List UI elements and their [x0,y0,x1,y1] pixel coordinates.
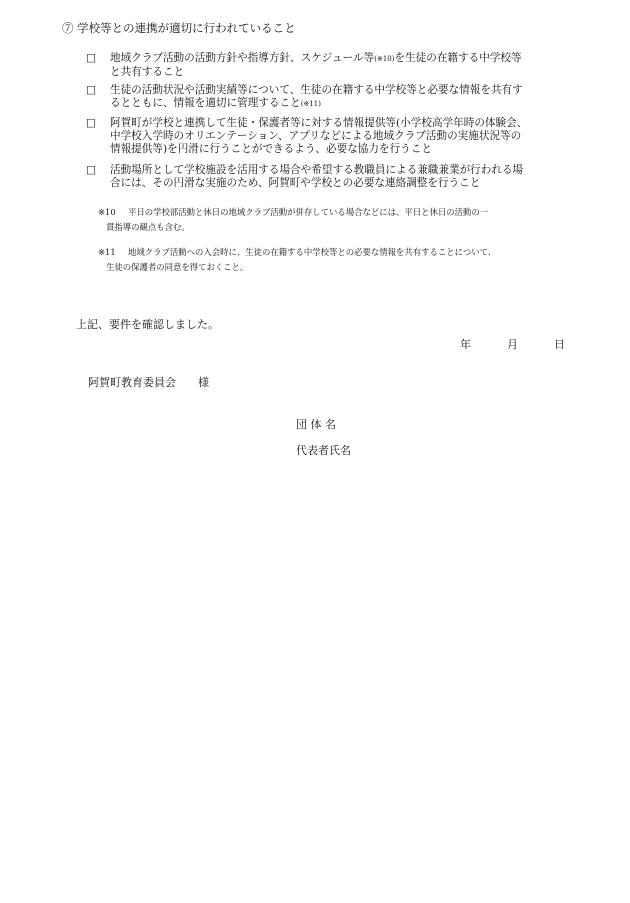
date-month-label: 月 [507,338,518,351]
checklist-item [86,164,576,190]
checkbox-symbol[interactable]: □ [86,52,97,64]
footnote-line: 生徒の保護者の同意を得ておくこと。 [106,262,249,272]
checklist-item [86,84,576,111]
item-text-line: 中学校入学時のオリエンテーション、アプリなどによる地域クラブ活動の実施状況等の [110,130,522,142]
addressee [88,376,209,390]
addressee-name: 阿賀町教育委員会 [88,376,176,389]
footnote-mark: ※10 [98,207,116,217]
representative-name-label: 代表者氏名 [296,444,351,457]
addressee-honorific: 様 [198,376,209,389]
checklist-item-text [110,52,576,79]
reference-mark: (※11) [300,100,321,108]
footnote [98,205,578,235]
item-text-line: と共有すること [110,66,185,78]
confirmation-text: 上記、要件を確認しました。 [76,318,219,331]
footnote-line: 地域クラブ活動への入会時に、生徒の在籍する中学校等との必要な情報を共有することについて、 [128,247,497,257]
checkbox-symbol[interactable]: □ [86,84,97,96]
item-text-line: 合には、その円滑な実施のため、阿賀町や学校との必要な連絡調整を行うこと [110,177,481,189]
item-text-line: 活動場所として学校施設を活用する場合や希望する教職員による兼職兼業が行われる場 [110,164,524,176]
date-year-label: 年 [460,338,471,351]
checklist-item-text [110,117,576,156]
date-day-label: 日 [554,338,565,351]
item-text-line: 阿賀町が学校と連携して生徒・保護者等に対する情報提供等(小学校高学年時の体験会、 [110,117,528,129]
item-text-line: を生徒の在籍する中学校等 [394,52,522,64]
item-text-line: 情報提供等)を円滑に行うことができるよう、必要な協力を行うこと [110,143,432,155]
footnote-line: 平日の学校部活動と休日の地域クラブ活動が併存している場合などには、平日と休日の活動の一 [128,207,489,217]
checklist-item [86,52,576,79]
reference-mark: (※10) [374,55,395,63]
section-heading: ⑦ 学校等との連携が適切に行われていること [62,21,296,35]
checklist-item-text [110,84,576,111]
checkbox-symbol[interactable]: □ [86,117,97,129]
item-text-line: 地域クラブ活動の活動方針や指導方針、スケジュール等 [110,52,375,64]
footnote-line: 貫指導の観点も含む。 [106,222,190,232]
item-text-line: るとともに、情報を適切に管理すること [110,97,301,109]
checklist-item [86,117,576,156]
checklist-item-text [110,164,576,190]
footnote-mark: ※11 [98,247,116,257]
checkbox-symbol[interactable]: □ [86,164,97,176]
group-name-label: 団 体 名 [296,418,336,431]
footnote [98,245,578,275]
item-text-line: 生徒の活動状況や活動実績等について、生徒の在籍する中学校等と必要な情報を共有す [110,84,523,96]
